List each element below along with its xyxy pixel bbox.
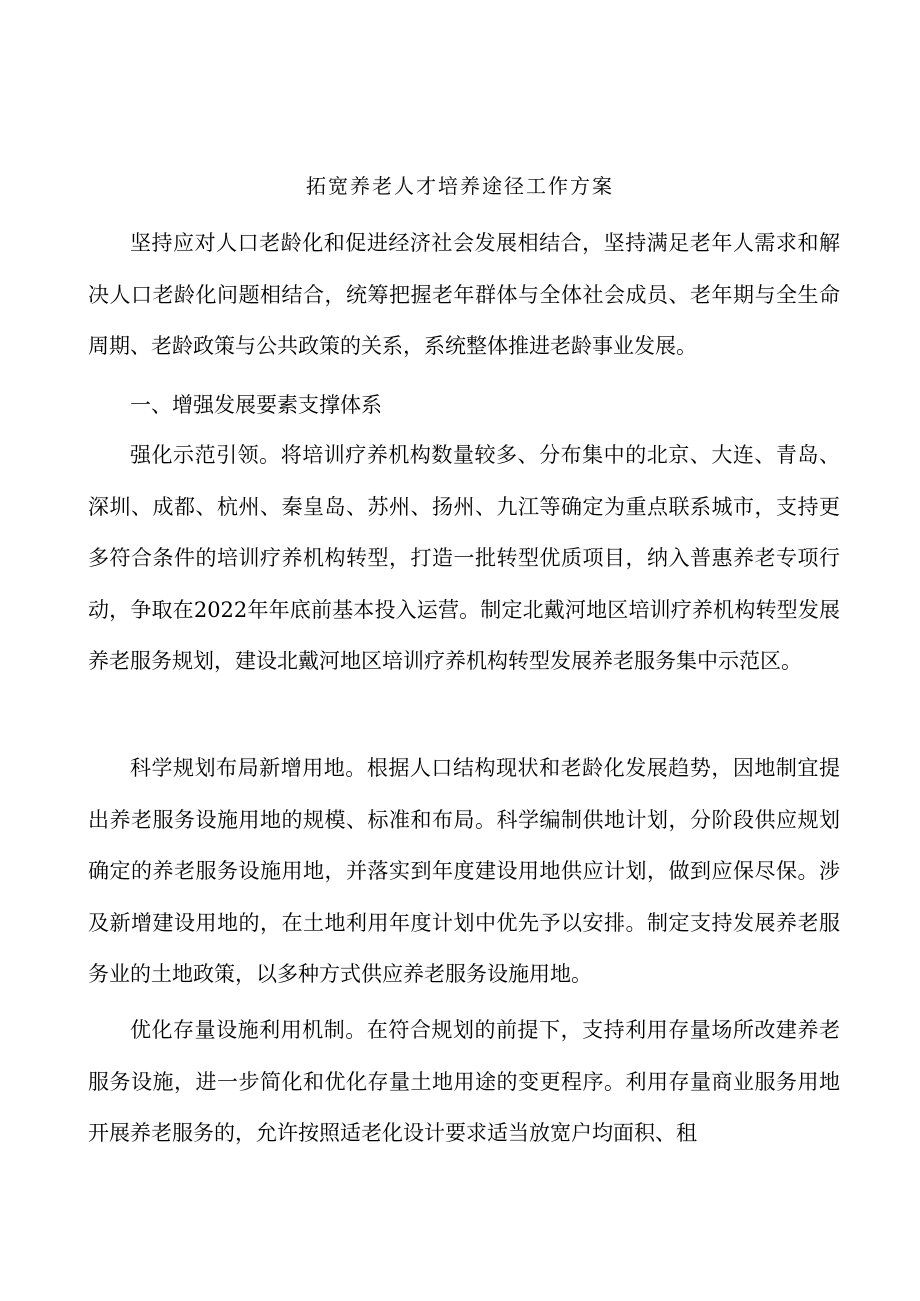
section-heading: 一、增强发展要素支撑体系 [130,393,382,417]
intro-block [88,218,840,373]
document-title: 拓宽养老人才培养途径工作方案 [306,174,614,198]
paragraph-2-block [88,743,840,1001]
section-heading-block [88,380,840,432]
paragraph-1-block [88,430,840,688]
paragraph-3-block [88,1005,840,1160]
intro-paragraph: 坚持应对人口老龄化和促进经济社会发展相结合，坚持满足老年人需求和解决人口老龄化问题相结合，统筹把握老年群体与全体社会成员、老年期与全生命周期、老龄政策与公共政策的关系，系统整体推进老龄事业发展。 [88,231,840,358]
paragraph-2: 科学规划布局新增用地。根据人口结构现状和老龄化发展趋势，因地制宜提出养老服务设施用地的规模、标准和布局。科学编制供地计划，分阶段供应规划确定的养老服务设施用地，并落实到年度建设用地供应计划，做到应保尽保。涉及新增建设用地的，在土地利用年度计划中优先予以安排。制定支持发展养老服务业的土地政策，以多种方式供应养老服务设施用地。 [88,756,840,986]
paragraph-1: 强化示范引领。将培训疗养机构数量较多、分布集中的北京、大连、青岛、深圳、成都、杭州、秦皇岛、苏州、扬州、九江等确定为重点联系城市，支持更多符合条件的培训疗养机构转型，打造一批转型优质项目，纳入普惠养老专项行动，争取在2022年年底前基本投入运营。制定北戴河地区培训疗养机构转型发展养老服务规划，建设北戴河地区培训疗养机构转型发展养老服务集中示范区。 [88,443,840,673]
paragraph-3: 优化存量设施利用机制。在符合规划的前提下，支持利用存量场所改建养老服务设施，进一步简化和优化存量土地用途的变更程序。利用存量商业服务用地开展养老服务的，允许按照适老化设计要求适当放宽户均面积、租 [88,1018,840,1145]
